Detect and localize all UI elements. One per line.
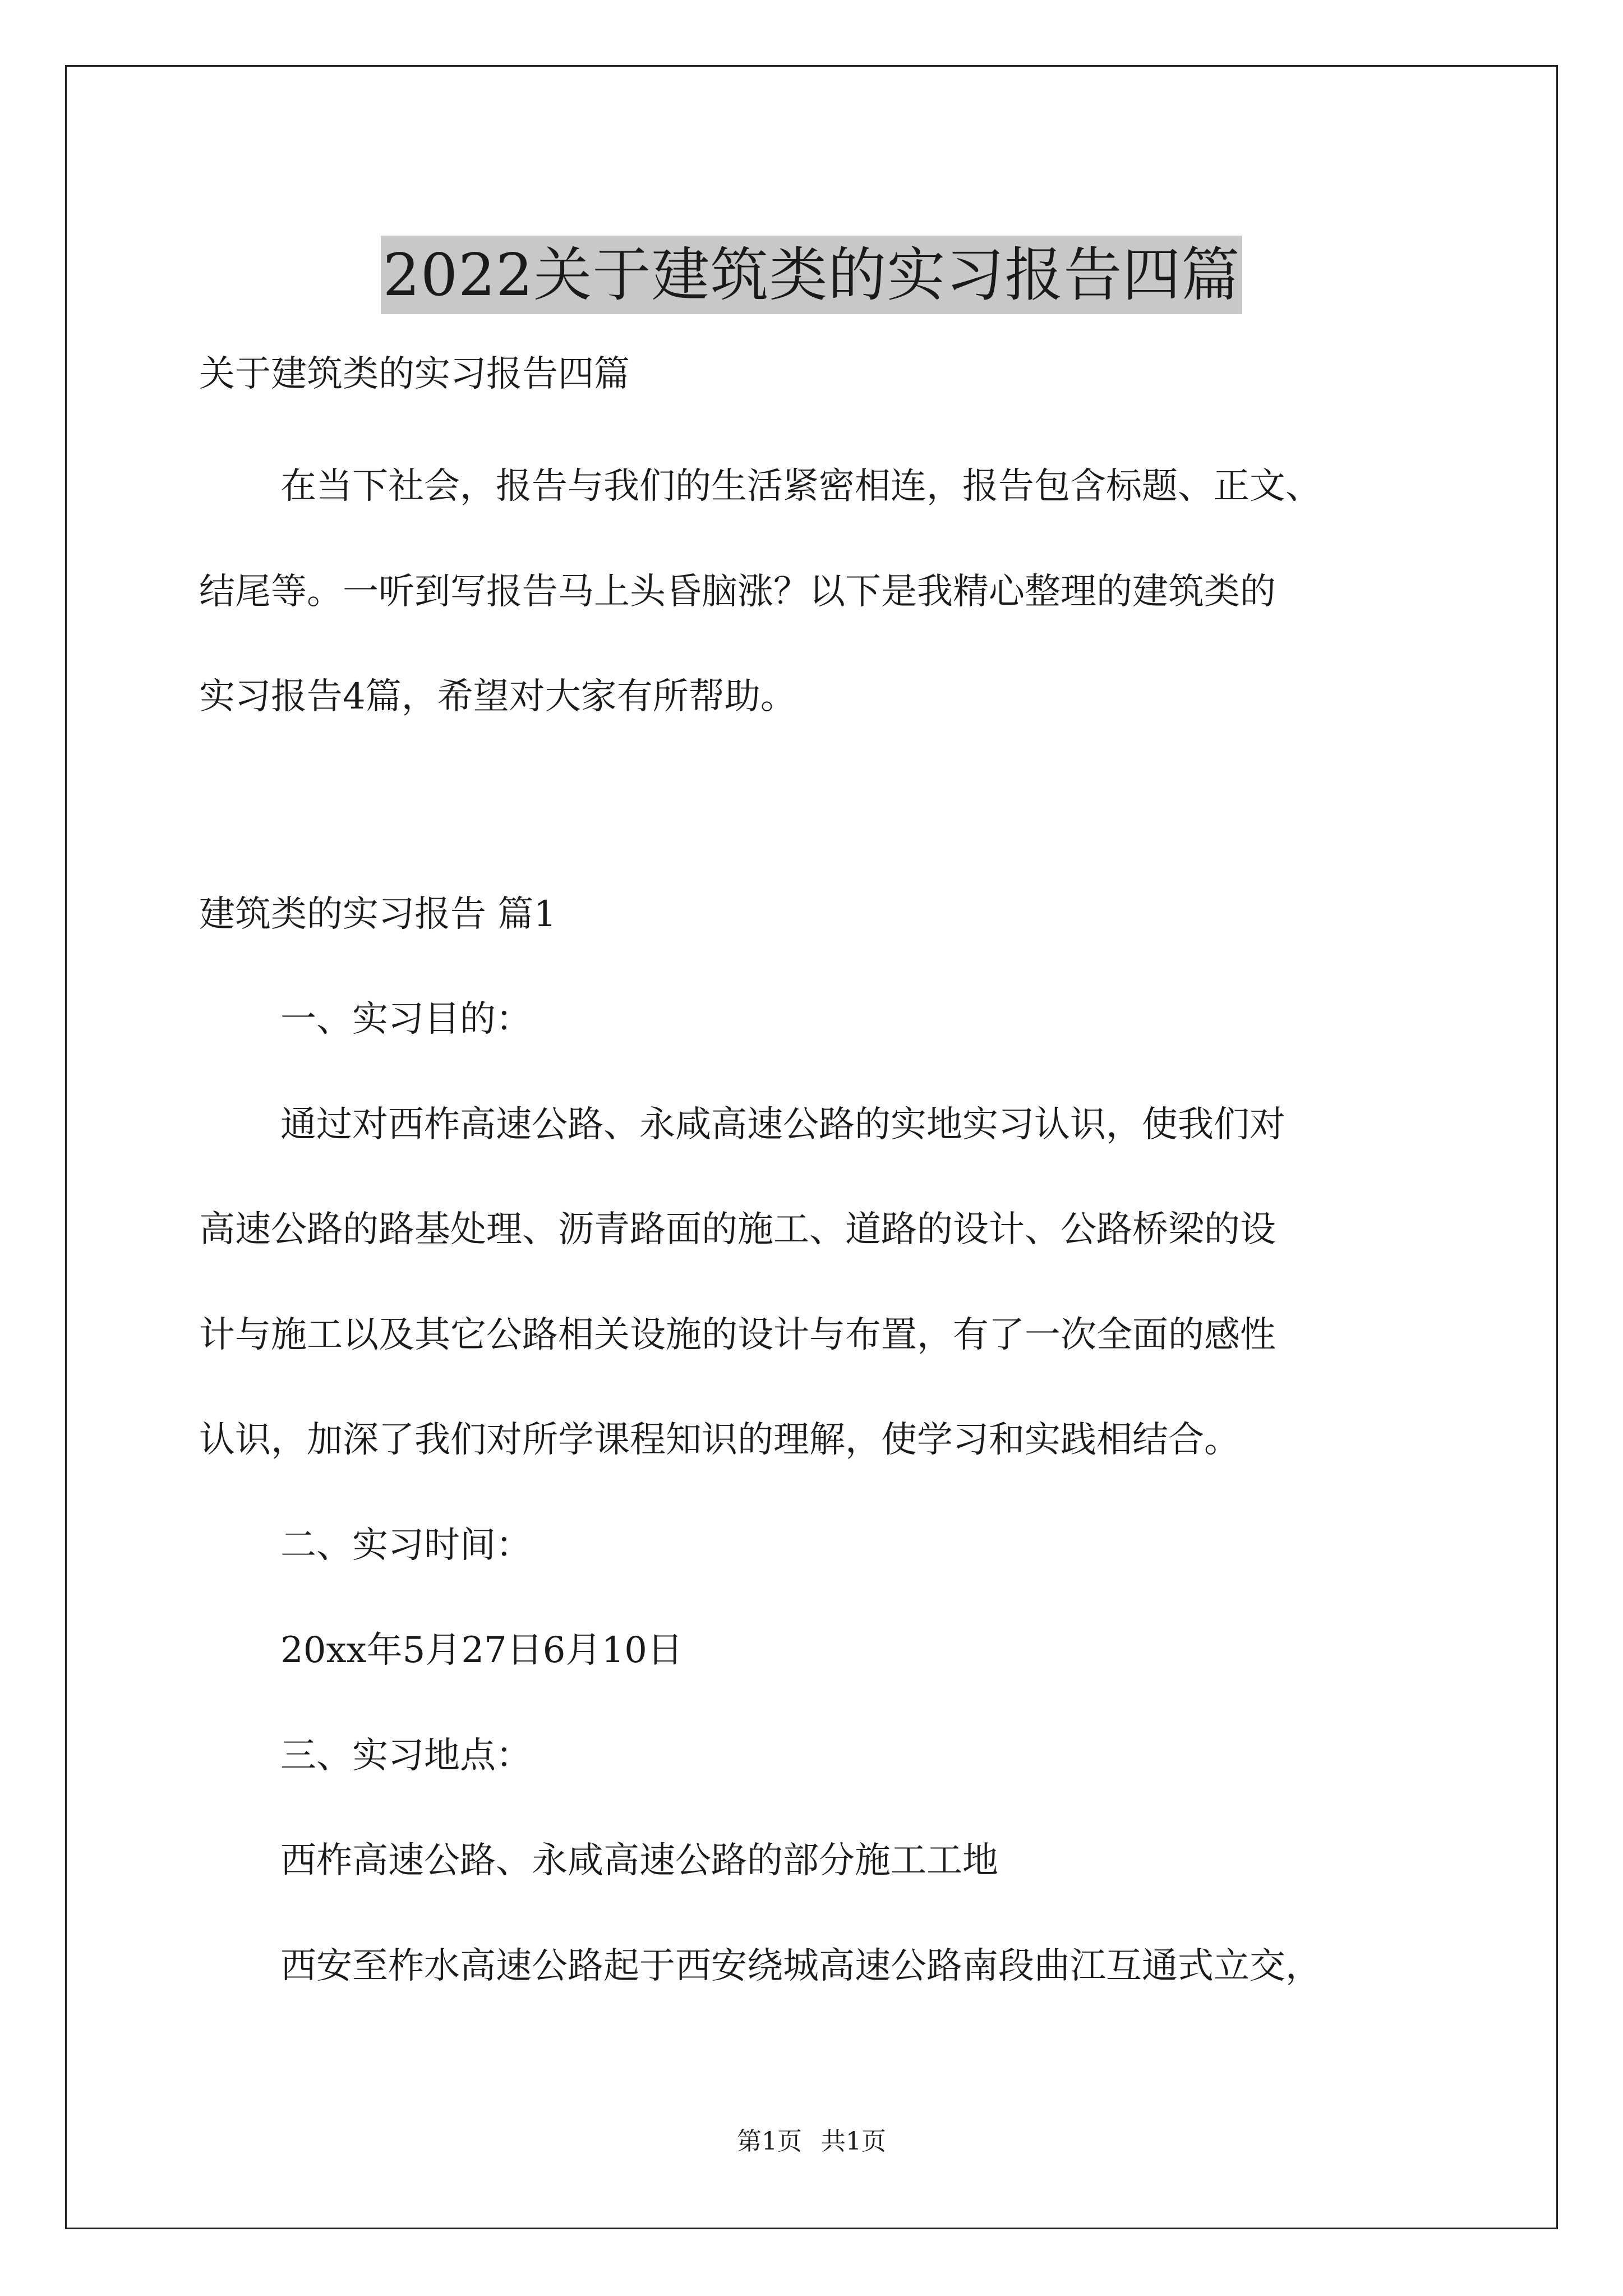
body-last-line: 西安至柞水高速公路起于西安绕城高速公路南段曲江互通式立交， (280, 1945, 1321, 1987)
purpose-heading: 一、实习目的： (280, 999, 532, 1040)
page-footer (0, 2125, 1623, 2159)
time-heading: 二、实习时间： (280, 1525, 532, 1566)
intro-line-2: 结尾等。一听到写报告马上头昏脑涨？以下是我精心整理的建筑类的 (199, 571, 1276, 613)
place-heading: 三、实习地点： (280, 1735, 532, 1777)
section-heading: 建筑类的实习报告 篇1 (199, 894, 557, 935)
page-number: 第1页 (737, 2127, 802, 2156)
intro-line-3: 实习报告4篇，希望对大家有所帮助。 (199, 676, 796, 717)
intro-line-1: 在当下社会，报告与我们的生活紧密相连，报告包含标题、正文、 (280, 466, 1321, 507)
purpose-line-2: 高速公路的路基处理、沥青路面的施工、道路的设计、公路桥梁的设 (199, 1209, 1276, 1250)
document-subtitle: 关于建筑类的实习报告四篇 (199, 353, 630, 395)
purpose-line-3: 计与施工以及其它公路相关设施的设计与布置，有了一次全面的感性 (199, 1314, 1276, 1356)
page-total: 共1页 (821, 2127, 886, 2156)
place-value: 西柞高速公路、永咸高速公路的部分施工工地 (280, 1840, 998, 1881)
document-title: 2022关于建筑类的实习报告四篇 (381, 236, 1243, 314)
purpose-line-1: 通过对西柞高速公路、永咸高速公路的实地实习认识，使我们对 (280, 1104, 1285, 1145)
title-container (0, 196, 1623, 353)
time-value: 20xx年5月27日6月10日 (280, 1630, 683, 1671)
purpose-line-4: 认识，加深了我们对所学课程知识的理解，使学习和实践相结合。 (199, 1419, 1240, 1461)
